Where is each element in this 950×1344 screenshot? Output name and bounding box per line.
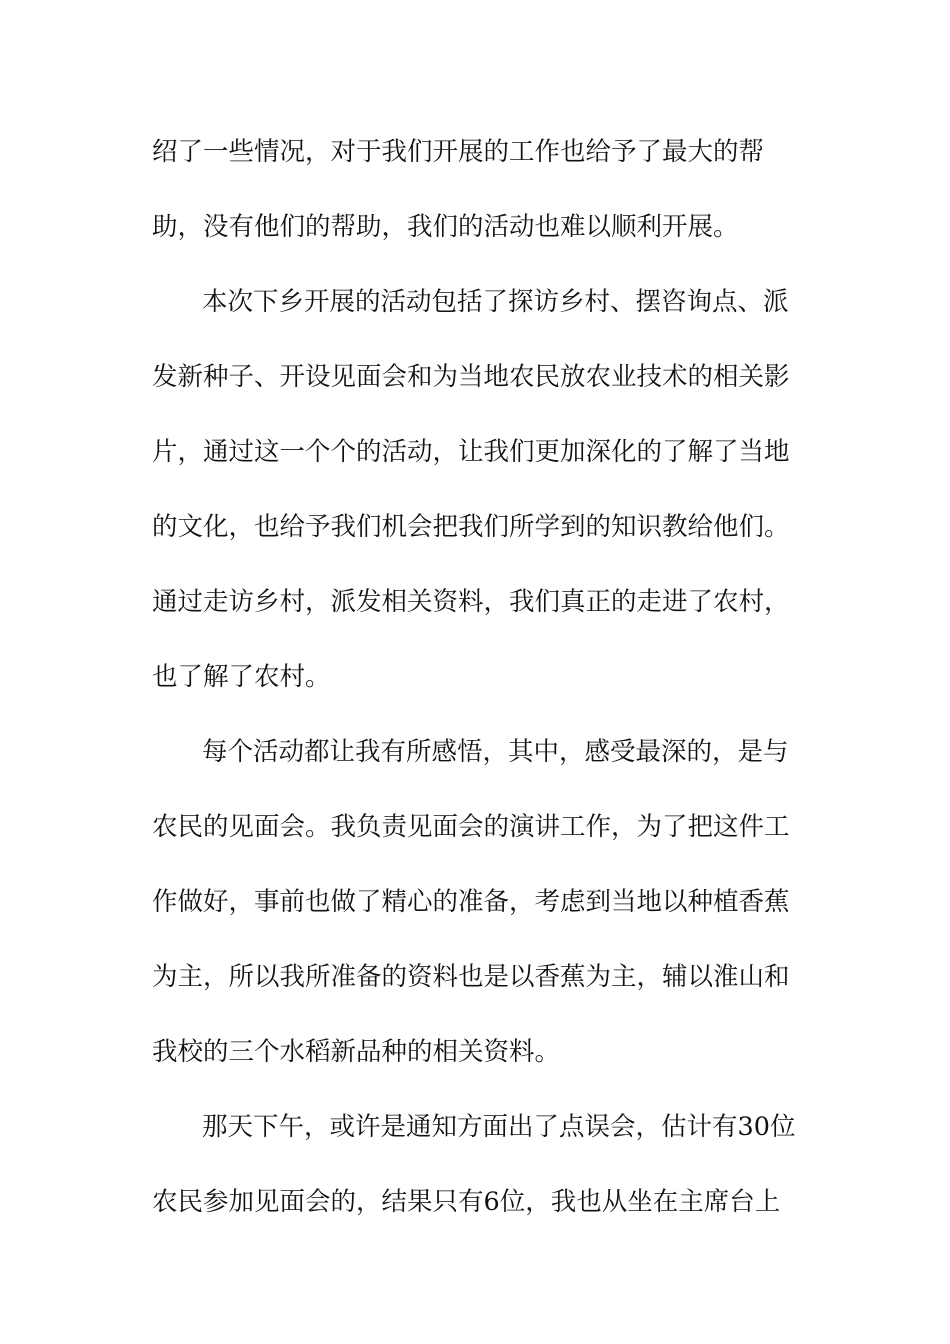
text-line: 也了解了农村。: [152, 662, 331, 692]
paragraph-start-line: 本次下乡开展的活动包括了探访乡村、摆咨询点、派: [202, 287, 789, 317]
text-line: 片，通过这一个个的活动，让我们更加深化的了解了当地: [152, 437, 790, 467]
text-line: 绍了一些情况，对于我们开展的工作也给予了最大的帮: [152, 137, 765, 167]
text-line: 为主，所以我所准备的资料也是以香蕉为主，辅以淮山和: [152, 962, 790, 992]
text-line: 农民参加见面会的，结果只有6位，我也从坐在主席台上: [152, 1187, 781, 1217]
paragraph-start-line: 每个活动都让我有所感悟，其中，感受最深的，是与: [202, 737, 789, 767]
text-line: 通过走访乡村，派发相关资料，我们真正的走进了农村，: [152, 587, 790, 617]
text-line: 发新种子、开设见面会和为当地农民放农业技术的相关影: [152, 362, 790, 392]
text-line: 助，没有他们的帮助，我们的活动也难以顺利开展。: [152, 212, 739, 242]
paragraph-start-line: 那天下午，或许是通知方面出了点误会，估计有30位: [202, 1112, 796, 1142]
text-line: 我校的三个水稻新品种的相关资料。: [152, 1037, 561, 1067]
text-line: 农民的见面会。我负责见面会的演讲工作，为了把这件工: [152, 812, 790, 842]
text-line: 作做好，事前也做了精心的准备，考虑到当地以种植香蕉: [152, 887, 790, 917]
text-line: 的文化，也给予我们机会把我们所学到的知识教给他们。: [152, 512, 790, 542]
